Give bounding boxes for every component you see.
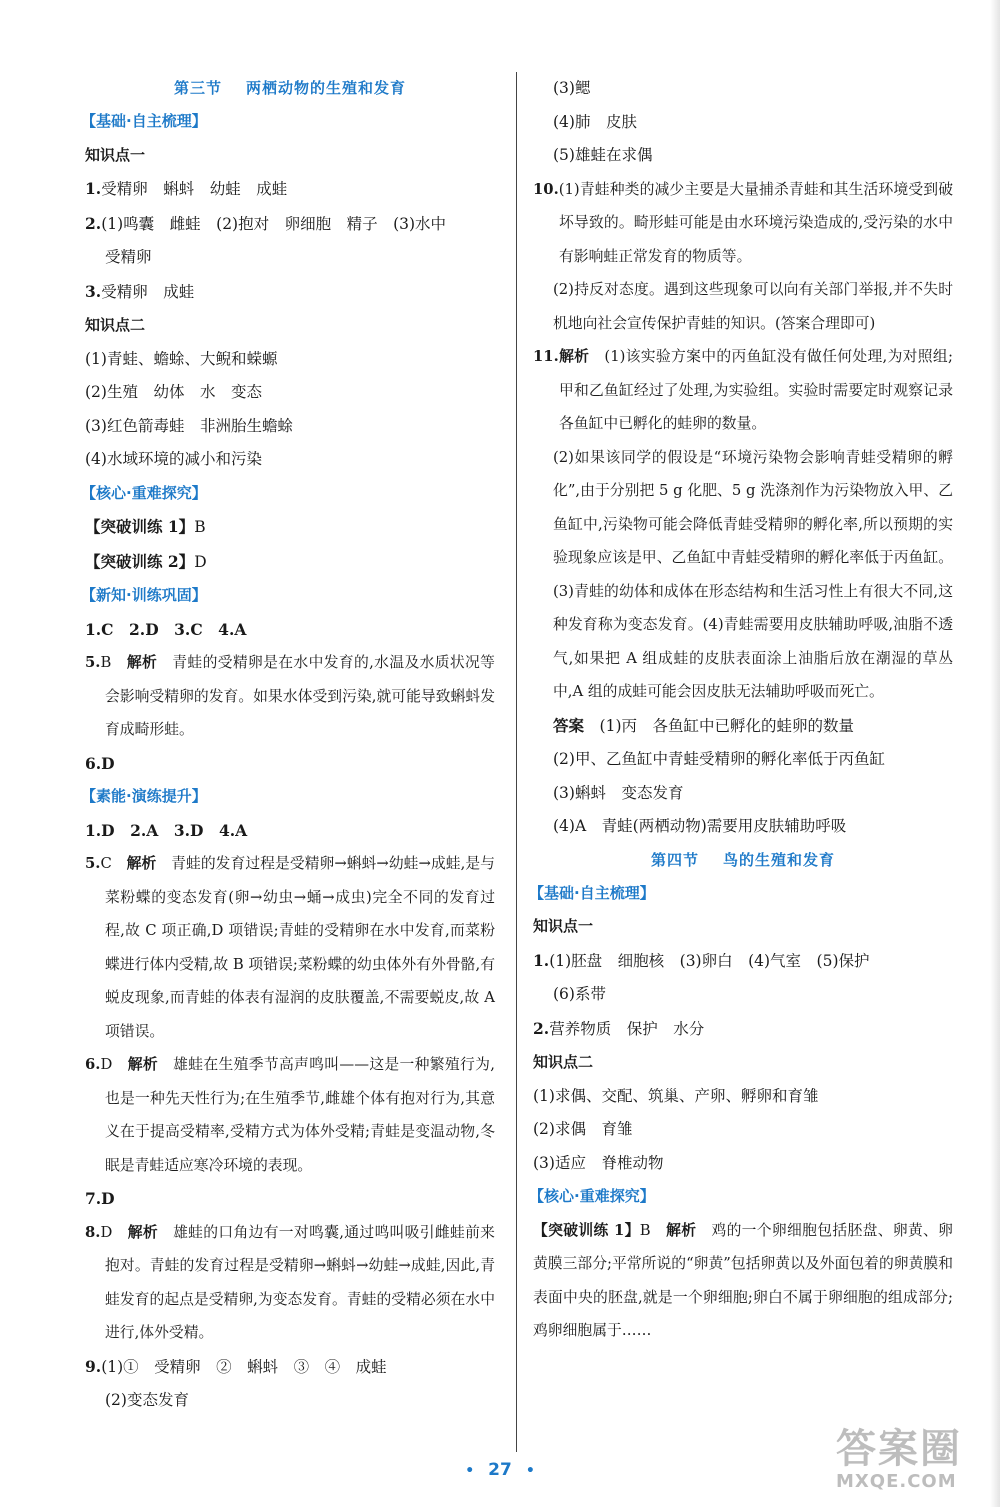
watermark-url: MXQE.COM (836, 1471, 957, 1492)
bird-kp2-1: (1)求偶、交配、筑巢、产卵、孵卵和育雏 (533, 1086, 819, 1105)
new-answers-1-4: 1.C 2.D 3.C 4.A (85, 619, 247, 639)
answer-10b: (2)持反对态度。遇到这些现象可以向有关部门举报,并不失时机地向社会宣传保护青蛙的知识。(答案合理即可) (553, 281, 953, 332)
answer-2: 2.(1)鸣囊 雌蛙 (2)抱对 卵细胞 精子 (3)水中 (85, 213, 447, 233)
new-answer-5: 5.B 解析 青蛙的受精卵是在水中发育的,水温及水质状况等会影响受精卵的发育。如果水体受到污染,就可能导致蝌蚪发育成畸形蛙。 (85, 654, 495, 738)
bird-answer-1: 1.(1)胚盘 细胞核 (3)卵白 (4)气室 (5)保护 (533, 950, 870, 970)
column-divider (516, 72, 517, 1452)
q9-item-5: (5)雄蛙在求偶 (553, 146, 653, 164)
heading-basic: 【基础·自主梳理】 (81, 112, 207, 130)
bird-kp2-2: (2)求偶 育雏 (533, 1120, 633, 1138)
watermark-text: 答案圈 (836, 1426, 962, 1472)
comp-answer-6: 6.D 解析 雄蛙在生殖季节高声鸣叫——这是一种繁殖行为,也是一种先天性行为;在生殖季节,雌雄个体有抱对行为,其意义在于提高受精率,受精方式为体外受精;青蛙是变温动物,冬眠是青蛙适应寒冷环境的表现。 (85, 1056, 495, 1174)
answer-1: 1.受精卵 蝌蚪 幼蛙 成蛙 (85, 179, 288, 198)
heading-core-2: 【核心·重难探究】 (529, 1187, 655, 1205)
knowledge-point-2b: 知识点二 (533, 1053, 594, 1071)
kp2-item-1: (1)青蛙、蟾蜍、大鲵和蝾螈 (85, 349, 278, 368)
answer-11-key-2: (2)甲、乙鱼缸中青蛙受精卵的孵化率低于丙鱼缸 (553, 750, 885, 768)
section-title-4: 第四节 鸟的生殖和发育 (650, 850, 836, 869)
answer-10: 10.(1)青蛙种类的减少主要是大量捕杀青蛙和其生活环境受到破坏导致的。畸形蛙可能是由水环境污染造成的,受污染的水中有影响蛙正常发育的物质等。 (533, 180, 953, 265)
new-answer-6: 6.D (85, 753, 115, 773)
page-number: • 27 • (465, 1460, 535, 1480)
kp2-item-2: (2)生殖 幼体 水 变态 (85, 383, 262, 401)
watermark-logo (836, 1427, 986, 1499)
heading-new-knowledge: 【新知·训练巩固】 (81, 586, 207, 604)
q9-item-3: (3)鳃 (553, 79, 591, 97)
comp-answer-9: 9.(1)① 受精卵 ② 蝌蚪 ③ ④ 成蛙 (85, 1356, 387, 1376)
comp-answer-7: 7.D (85, 1189, 115, 1208)
knowledge-point-2: 知识点二 (85, 316, 146, 334)
right-column (529, 72, 953, 1348)
comp-answer-8: 8.D 解析 雄蛙的口角边有一对鸣囊,通过鸣叫吸引雌蛙前来抱对。青蛙的发育过程是受精卵→蝌蚪→幼蛙→成蛙,因此,青蛙发育的起点是受精卵,为变态发育。青蛙的受精必须在水中进行,体外受精。 (85, 1223, 495, 1341)
heading-competence: 【素能·演练提升】 (81, 787, 207, 805)
heading-basic-2: 【基础·自主梳理】 (529, 883, 655, 902)
comp-answer-5: 5.C 解析 青蛙的发育过程是受精卵→蝌蚪→幼蛙→成蛙,是与菜粉蝶的变态发育(卵→幼虫→蛹→成虫)完全不同的发育过程,故 C 项正确,D 项错误;青蛙的受精卵在水中发育,而菜粉蝶进行体内受精,故 B 项错误;菜粉蝶的幼虫体外有外骨骼,有蜕皮现象,而青蛙的体表有湿润的皮肤覆盖,不需要蜕皮,故 A 项错误。 (85, 855, 495, 1040)
knowledge-point-1b: 知识点一 (533, 917, 594, 935)
breakthrough-2: 【突破训练 2】D (85, 551, 207, 571)
kp2-item-4: (4)水域环境的减小和污染 (85, 450, 262, 468)
breakthrough-1: 【突破训练 1】B (85, 517, 206, 536)
answer-11-key-4: (4)A 青蛙(两栖动物)需要用皮肤辅助呼吸 (553, 817, 847, 835)
knowledge-point-1: 知识点一 (85, 145, 146, 164)
answer-11-key-3: (3)蝌蚪 变态发育 (553, 783, 684, 802)
bird-kp2-3: (3)适应 脊椎动物 (533, 1153, 664, 1172)
bird-breakthrough-1: 【突破训练 1】B 解析 鸡的一个卵细胞包括胚盘、卵黄、卵黄膜三部分;平常所说的“卵黄”包括卵黄以及外面包着的卵黄膜和表面中央的胚盘,就是一个卵细胞;卵白不属于卵细胞的组成部分;鸡卵细胞属于…… (533, 1221, 953, 1339)
bird-answer-1b: (6)系带 (553, 985, 606, 1003)
kp2-item-3: (3)红色箭毒蛙 非洲胎生蟾蜍 (85, 416, 293, 435)
answer-2-cont: 受精卵 (105, 248, 152, 266)
answer-11-key: 答案 (1)丙 各鱼缸中已孵化的蛙卵的数量 (553, 715, 854, 735)
q9-item-4: (4)肺 皮肤 (553, 112, 637, 131)
answer-11: 11.解析 (1)该实验方案中的丙鱼缸没有做任何处理,为对照组;甲和乙鱼缸经过了处理,为实验组。实验时需要定时观察记录各鱼缸中已孵化的蛙卵的数量。 (533, 348, 953, 432)
section-title-3: 第三节 两栖动物的生殖和发育 (173, 79, 407, 97)
answer-11b: (2)如果该同学的假设是“环境污染物会影响青蛙受精卵的孵化”,由于分别把 5 g 化肥、5 g 洗涤剂作为污染物放入甲、乙鱼缸中,污染物可能会降低青蛙受精卵的孵化率,所以预期的实验现象应该是甲、乙鱼缸中青蛙受精卵的孵化率低于丙鱼缸。(3)青蛙的幼体和成体在形态结构和生活习性上有很大不同,这种发育称为变态发育。(4)青蛙需要用皮肤辅助呼吸,油脂不透气,如果把 A 组成蛙的皮肤表面涂上油脂后放在潮湿的草丛中,A 组的成蛙可能会因皮肤无法辅助呼吸而死亡。 (553, 448, 953, 700)
left-column (81, 72, 495, 1418)
page-edge-shadow (990, 0, 1000, 1507)
bird-answer-2: 2.营养物质 保护 水分 (533, 1018, 705, 1038)
comp-answer-9b: (2)变态发育 (105, 1391, 189, 1409)
answer-3: 3.受精卵 成蛙 (85, 281, 195, 301)
heading-core: 【核心·重难探究】 (81, 483, 207, 502)
comp-answers-1-4: 1.D 2.A 3.D 4.A (85, 820, 248, 840)
